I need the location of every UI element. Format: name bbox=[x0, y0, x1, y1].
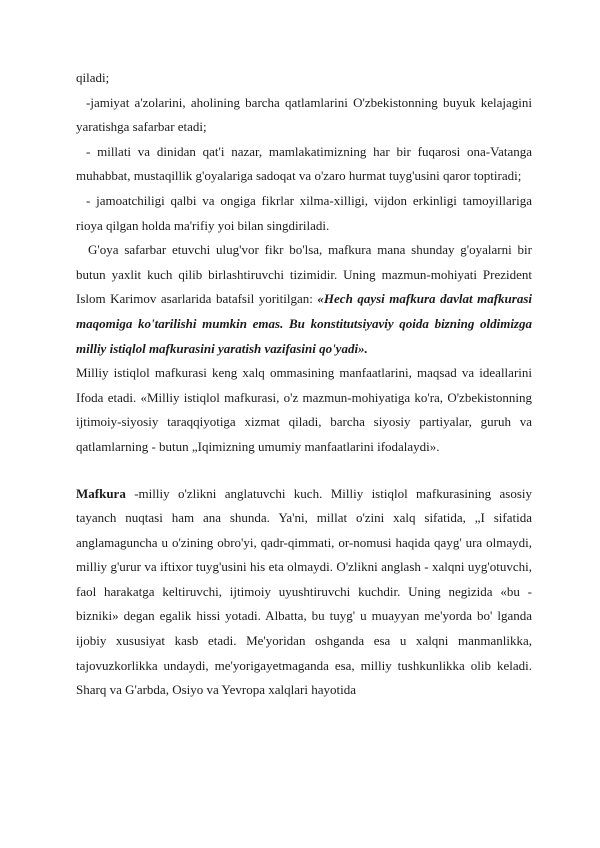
paragraph-milliy-istiqlol: Milliy istiqlol mafkurasi keng xalq ommasining manfaatlarini, maqsad va ideallarini Ifoda etadi. «Milliy istiqlol mafkurasi, o'z mazmun-mohiyatiga ko'ra, O'zbekistonning ijtimoiy-siyosiy taraqqiyotiga xizmat qiladi, barcha siyosiy partiyalar, guruh va qatlamlarning - butun „Iqimizning umumiy manfaatlarini ifodalaydi». bbox=[76, 365, 532, 454]
paragraph-goya-text: G'oya safarbar etuvchi ulug'vor fikr bo'lsa, mafkura mana shunday g'oyalarni bir butun yaxlit kuch qilib birlashtiruvchi tizimidir. Uning mazmun-mohiyati Prezident Islom Karimov asarlarida batafsil yoritilgan: bbox=[76, 242, 532, 307]
list-item-1: -jamiyat a'zolarini, aholining barcha qatlamlarini O'zbekistonning buyuk kelajagini yaratishga safarbar etadi; bbox=[76, 94, 532, 135]
paragraph-goya bbox=[76, 238, 532, 361]
paragraph-gap bbox=[76, 460, 532, 482]
list-item-3: - jamoatchiligi qalbi va ongiga fikrlar xilma-xilligi, vijdon erkinligi tamoyillariga rioya qilgan holda ma'rifiy yoi bilan singdiriladi. bbox=[76, 192, 532, 233]
paragraph-mafkura-text: -milliy o'zlikni anglatuvchi kuch. Milliy istiqlol mafkurasining asosiy tayanch nuqtasi ham ana shunda. Ya'ni, millat o'zini xalq sifatida, „I sifatida anglamaguncha u o'zining obro'yi, qadr-qimmati, or-nomusi haqida qayg' ura olmaydi, milliy g'urur va iftixor tuyg'usini his eta olmaydi. O'zlikni anglash - xalqni uyg'otuvchi, faol harakatga keltiruvchi, ijtimoiy uyushtiruvchi kuchdir. Uning negizida «bu - bizniki» degan egalik hissi yotadi. Albatta, bu tuyg' u muayyan me'yorda bo' lganda ijobiy xususiyat kasb etadi. Me'yoridan oshganda esa u xalqni manmanlikka, tajovuzkorlikka undaydi, me'yorigayetmaganda esa, milliy tushkunlikka olib keladi. Sharq va G'arbda, Osiyo va Yevropa xalqlari hayotida bbox=[76, 485, 533, 698]
term-mafkura: Mafkura bbox=[76, 485, 126, 501]
list-item-2: - millati va dinidan qat'i nazar, mamlakatimizning har bir fuqarosi ona-Vatanga muhabbat, mustaqillik g'oyalariga sadoqat va o'zaro hurmat tuyg'usini qaror toptiradi; bbox=[76, 143, 532, 184]
president-quote: «Hech qaysi mafkura davlat mafkurasi maqomiga ko'tarilishi mumkin emas. Bu konstitutsiyaviy qoida bizning oldimizga milliy istiqlol mafkurasini yaratish vazifasini qo'yadi». bbox=[76, 291, 532, 356]
paragraph-continuation: qiladi; bbox=[76, 70, 110, 85]
paragraph-mafkura bbox=[76, 482, 532, 703]
